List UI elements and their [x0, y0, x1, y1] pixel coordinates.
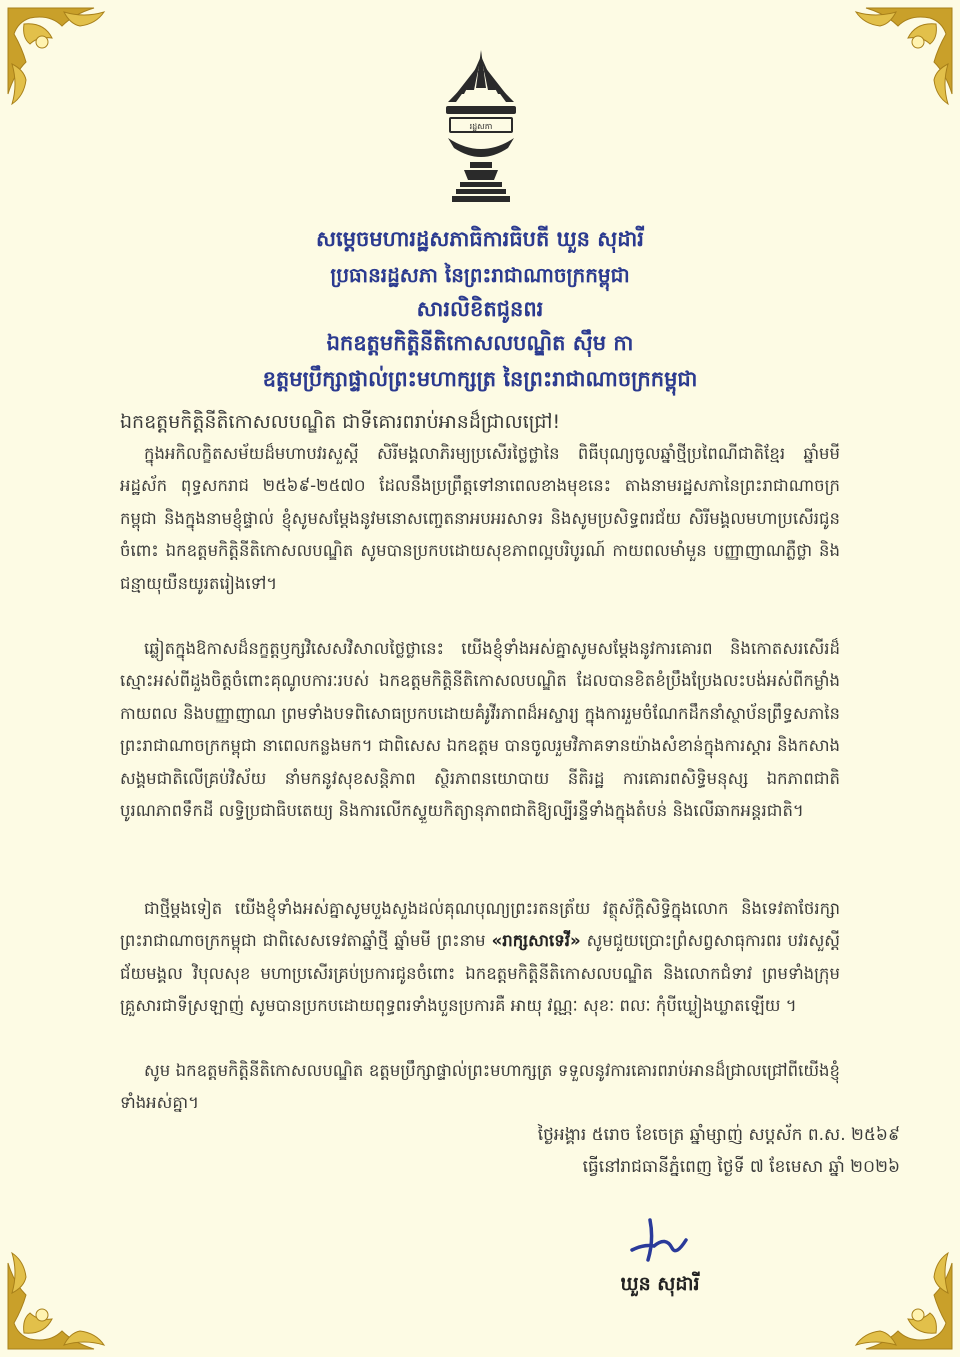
recipient-position: ឧត្ដមប្រឹក្សាផ្ទាល់ព្រះមហាក្សត្រ នៃព្រះរាជាណាចក្រកម្ពុជា [262, 367, 698, 391]
corner-ornament-top-left [4, 4, 124, 124]
handwritten-signature [620, 1210, 700, 1270]
sender-title: សម្ដេចមហារដ្ឋសភាធិការធិបតី ឃួន សុដារី [316, 227, 644, 251]
paragraph-2-text: ឆ្លៀតក្នុងឱកាសដ៏នក្ខត្តឫក្សវិសេសវិសាលថ្លៃថ្លានេះ យើងខ្ញុំទាំងអស់គ្នាសូមសម្ដែងនូវការគោរព និងកោតសរសើរដ៏ស្មោះអស់ពីដួងចិត្តចំពោះគុណូបការៈរបស់ ឯកឧត្ដមកិត្តិនីតិកោសលបណ្ឌិត ដែលបានខិតខំប្រឹងប្រែងលះបង់អស់ពីកម្លាំងកាយពល និងបញ្ញាញាណ ព្រមទាំងបទពិសោធប្រកបដោយគំរូវីរភាពដ៏អស្ចារ្យ ក្នុងការរួមចំណែកដឹកនាំស្ថាប័នព្រឹទ្ធសភានៃព្រះរាជាណាចក្រកម្ពុជា នាពេលកន្លងមក។ ជាពិសេស ឯកឧត្ដម បានចូលរួមវិភាគទានយ៉ាងសំខាន់ក្នុងការស្ដារ និងកសាងសង្គមជាតិលើគ្រប់វិស័យ នាំមកនូវសុខសន្តិភាព ស្ថិរភាពនយោបាយ នីតិរដ្ឋ ការគោរពសិទ្ធិមនុស្ស ឯកភាពជាតិ បូរណភាពទឹកដី លទ្ធិប្រជាធិបតេយ្យ និងការលើកស្ទួយកិត្យានុភាពជាតិឱ្យល្បីរន្ទឺទាំងក្នុងតំបន់ និងលើឆាកអន្តរជាតិ។ [120, 639, 840, 821]
solar-date-place: ធ្វើនៅរាជធានីភ្នំពេញ ថ្ងៃទី ៧ ខែមេសា ឆ្នាំ ២០២៦ [582, 1157, 900, 1177]
paragraph-3-text [120, 893, 840, 1023]
corner-ornament-bottom-right [836, 1233, 956, 1353]
sender-position: ប្រធានរដ្ឋសភា នៃព្រះរាជាណាចក្រកម្ពុជា [330, 263, 630, 287]
corner-ornament-top-right [836, 4, 956, 124]
paragraph-4-text: សូម ឯកឧត្ដមកិត្តិនីតិកោសលបណ្ឌិត ឧត្ដមប្រឹក្សាផ្ទាល់ព្រះមហាក្សត្រ ទទួលនូវការគោរពរាប់អានដ៏ជ្រាលជ្រៅពីយើងខ្ញុំទាំងអស់គ្នា។ [120, 1061, 840, 1113]
paragraph-3-after: សូមជួយប្រោះព្រំសព្វសាធុការពរ បវរសួស្ដី ជ័យមង្គល វិបុលសុខ មហាប្រសើរគ្រប់ប្រការជូនចំពោះ ឯកឧត្ដមកិត្តិនីតិកោសលបណ្ឌិត និងលោកជំទាវ ព្រមទាំងក្រុមគ្រួសារជាទីស្រឡាញ់ សូមបានប្រកបដោយពុទ្ធពរទាំងបួនប្រការគឺ អាយុ វណ្ណៈ សុខៈ ពលៈ កុំបីឃ្លៀងឃ្លាតឡើយ ។ [120, 931, 840, 1016]
salutation: ឯកឧត្ដមកិត្តិនីតិកោសលបណ្ឌិត ជាទីគោរពរាប់អានដ៏ជ្រាលជ្រៅ! [120, 411, 561, 433]
paragraph-4 [120, 1055, 840, 1120]
emblem-banner-text: រដ្ឋសភា [469, 122, 493, 131]
new-year-deity-name: «រាក្សសាទេវី» [491, 931, 581, 951]
paragraph-3-before: ជាថ្មីម្ដងទៀត យើងខ្ញុំទាំងអស់គ្នាសូមបួងសួងដល់គុណបុណ្យព្រះរតនត្រ័យ វត្ថុស័ក្ដិសិទ្ធិក្នុងលោក និងទេវតាថែរក្សាព្រះរាជាណាចក្រកម្ពុជា ជាពិសេសទេវតាឆ្នាំថ្មី ឆ្នាំមមី ព្រះនាម [120, 899, 840, 951]
paragraph-2 [120, 633, 840, 827]
corner-ornament-bottom-left [4, 1233, 124, 1353]
recipient-name: ឯកឧត្ដមកិត្តិនីតិកោសលបណ្ឌិត ស៊ឹម កា [326, 331, 634, 355]
signer-name: ឃួន សុដារី [620, 1273, 700, 1295]
paragraph-1 [120, 438, 840, 600]
paragraph-1-text: ក្នុងអកិលក្ខិតសម័យដ៏មហាបវរសួស្ដី សិរីមង្គលាភិរម្យប្រសើរថ្លៃថ្លានៃ ពិធីបុណ្យចូលឆ្នាំថ្មីប្រពៃណីជាតិខ្មែរ ឆ្នាំមមី អដ្ឋស័ក ពុទ្ធសករាជ ២៥៦៩-២៥៧០ ដែលនឹងប្រព្រឹត្តទៅនាពេលខាងមុខនេះ តាងនាមរដ្ឋសភានៃព្រះរាជាណាចក្រកម្ពុជា និងក្នុងនាមខ្ញុំផ្ទាល់ ខ្ញុំសូមសម្ដែងនូវមនោសញ្ចេតនាអបអរសាទរ និងសូមប្រសិទ្ធពរជ័យ សិរីមង្គលមហាប្រសើរជូនចំពោះ ឯកឧត្ដមកិត្តិនីតិកោសលបណ្ឌិត សូមបានប្រកបដោយសុខភាពល្អបរិបូរណ៍ កាយពលមាំមួន បញ្ញាញាណភ្លឺថ្លា និងជន្មាយុយឺនយូរតរៀងទៅ។ [120, 444, 840, 593]
lunar-date: ថ្ងៃអង្គារ ៥រោច ខែចេត្រ ឆ្នាំម្សាញ់ សប្តស័ក ព.ស. ២៥៦៩ [537, 1125, 900, 1145]
national-assembly-emblem [440, 48, 522, 208]
letter-subject: សារលិខិតជូនពរ [416, 297, 544, 321]
paragraph-3 [120, 893, 840, 1023]
